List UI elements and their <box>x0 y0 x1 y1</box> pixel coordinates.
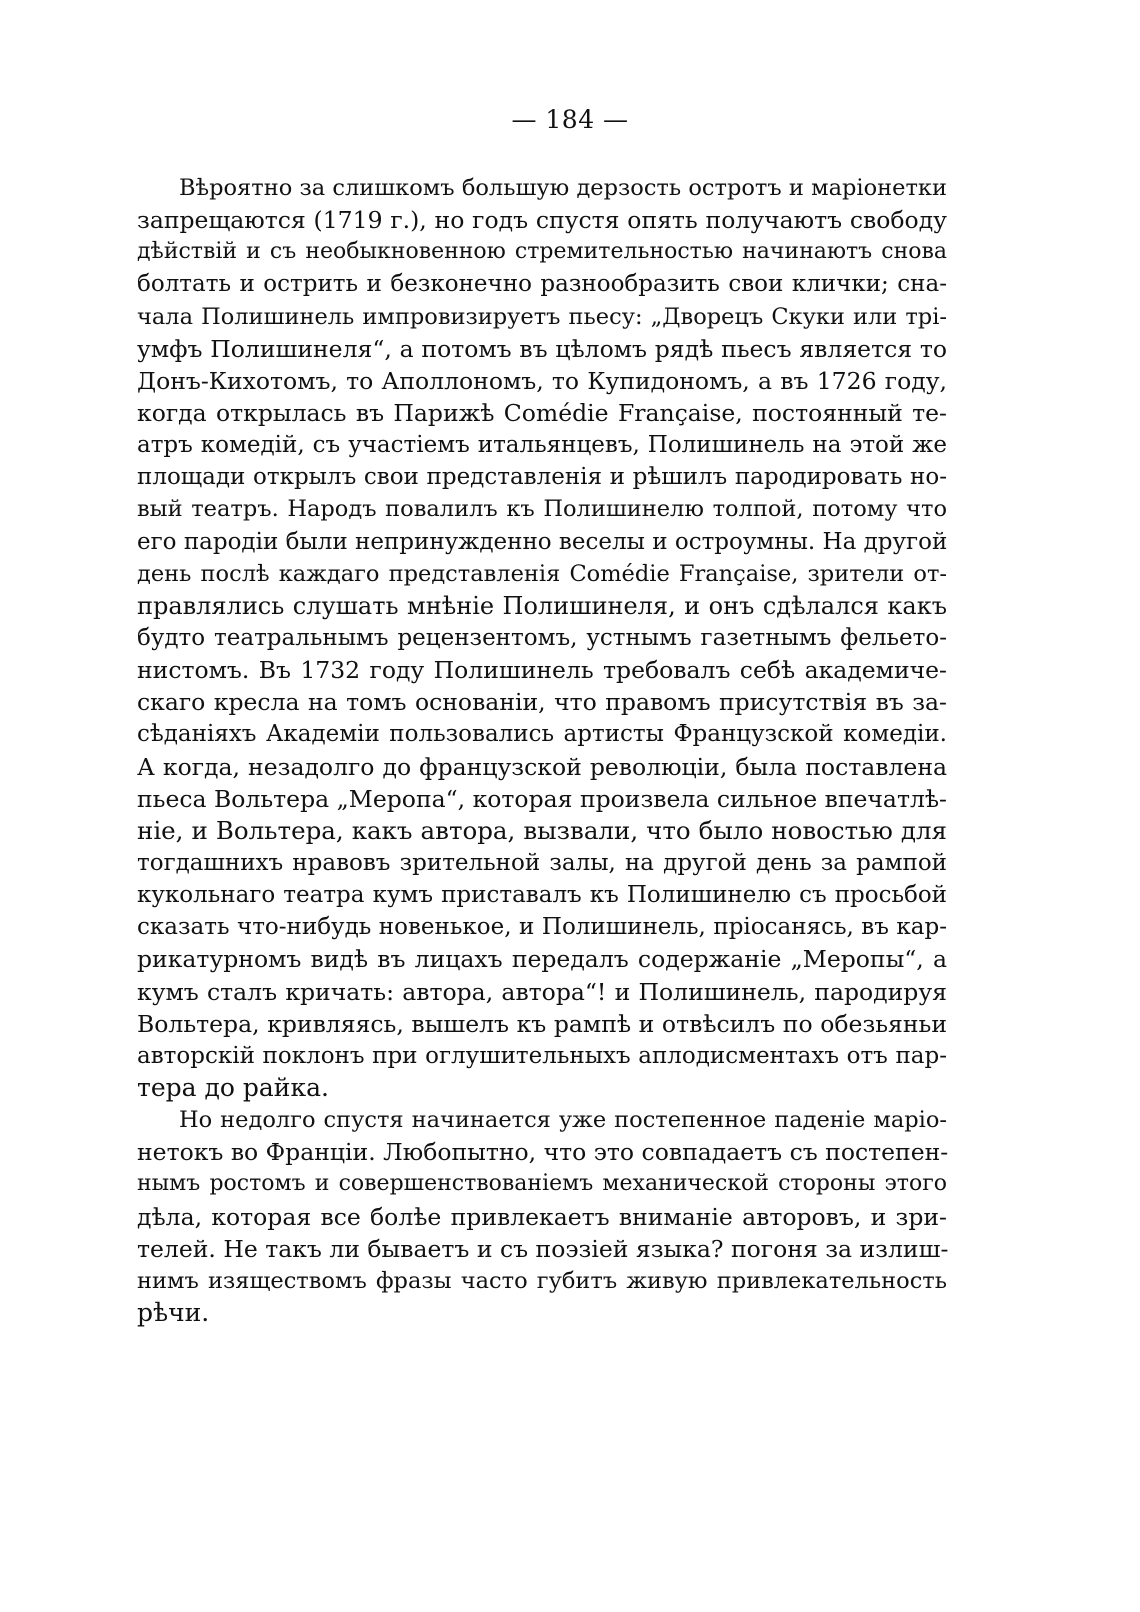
text-line: кумъ сталъ кричать: автора, автора“! и Полишинель, пародируя <box>137 977 947 1006</box>
text-line: нимъ изяществомъ фразы часто губитъ живую привлекательность <box>137 1267 947 1294</box>
text-line: Вѣроятно за слишкомъ большую дерзость остротъ и маріонетки <box>179 175 947 201</box>
text-line: рѣчи. <box>137 1297 210 1327</box>
text-line: тера до райка. <box>137 1072 329 1102</box>
text-line: А когда, незадолго до французской революціи, была поставлена <box>137 752 947 781</box>
text-line: вый театръ. Народъ повалилъ къ Полишинелю толпой, потому что <box>137 496 947 523</box>
text-line: запрещаются (1719 г.), но годъ спустя опять получаютъ свободу <box>137 206 947 235</box>
text-line: будто театральнымъ рецензентомъ, устнымъ газетнымъ фельето- <box>137 624 947 651</box>
text-line: тогдашнихъ нравовъ зрительной залы, на другой день за рампой <box>137 849 947 876</box>
text-line: нистомъ. Въ 1732 году Полишинель требовалъ себѣ академиче- <box>137 656 947 685</box>
text-line: Но недолго спустя начинается уже постепенное паденіе маріо- <box>179 1107 947 1134</box>
text-line: телей. Не такъ ли бываетъ и съ поэзіей языка? погоня за излиш- <box>137 1234 949 1263</box>
text-line: дѣйствій и съ необыкновенною стремительностью начинаютъ снова <box>137 239 947 265</box>
text-line: день послѣ каждаго представленія Comédie Française, зрители от- <box>137 560 947 587</box>
text-line: площади открылъ свои представленія и рѣшилъ пародировать но- <box>137 464 947 491</box>
text-line: кукольнаго театра кумъ приставалъ къ Полишинелю съ просьбой <box>137 882 947 909</box>
text-line: рикатурномъ видѣ въ лицахъ передалъ содержаніе „Меропы“, а <box>137 945 947 974</box>
paragraph-1 <box>137 172 947 1104</box>
paragraph-2 <box>137 1104 947 1329</box>
text-line: сказать что-нибудь новенькое, и Полишинель, пріосанясь, въ кар- <box>137 914 947 941</box>
text-line: Вольтера, кривляясь, вышелъ къ рампѣ и отвѣсилъ по обезьяньи <box>137 1009 947 1038</box>
text-line: скаго кресла на томъ основаніи, что правомъ присутствія въ за- <box>137 688 947 717</box>
text-line: авторскій поклонъ при оглушительныхъ аплодисментахъ отъ пар- <box>137 1042 947 1069</box>
body-text <box>137 172 947 1329</box>
page-number: — 184 — <box>511 105 629 134</box>
text-line: сѣданіяхъ Академіи пользовались артисты Французской комедіи. <box>137 721 947 748</box>
text-line: ніе, и Вольтера, какъ автора, вызвали, что было новостью для <box>137 815 947 845</box>
text-line: чала Полишинель импровизируетъ пьесу: „Дворецъ Скуки или трі- <box>137 303 947 330</box>
text-line: нетокъ во Франціи. Любопытно, что это совпадаетъ съ постепен- <box>137 1138 949 1167</box>
text-line: атръ комедій, съ участіемъ итальянцевъ, Полишинель на этой же <box>137 432 947 459</box>
text-line: Донъ-Кихотомъ, то Аполлономъ, то Купидономъ, а въ 1726 году, <box>137 366 947 395</box>
text-line: умфъ Полишинеля“, а потомъ въ цѣломъ рядѣ пьесъ является то <box>137 334 947 363</box>
text-line: когда открылась въ Парижѣ Comédie Française, постоянный те- <box>137 398 947 427</box>
text-line: пьеса Вольтера „Меропа“, которая произвела сильное впечатлѣ- <box>137 784 947 813</box>
text-line: его пародіи были непринужденно веселы и остроумны. На другой <box>137 528 948 555</box>
text-line: болтать и острить и безконечно разнообразить свои клички; сна- <box>137 271 947 298</box>
text-line: правлялись слушать мнѣніе Полишинеля, и онъ сдѣлался какъ <box>137 591 947 620</box>
text-line: дѣла, которая все болѣе привлекаетъ вниманіе авторовъ, и зри- <box>137 1202 947 1231</box>
text-line: нымъ ростомъ и совершенствованіемъ механической стороны этого <box>137 1171 947 1197</box>
